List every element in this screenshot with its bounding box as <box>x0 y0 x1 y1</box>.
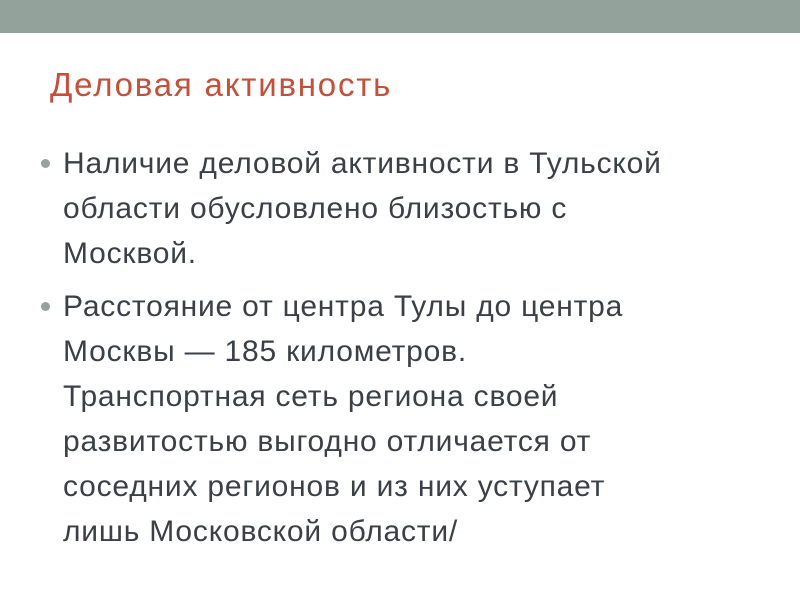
bullet-marker-icon <box>41 159 50 168</box>
bullet-item-1 <box>40 141 770 276</box>
bullet-marker-icon <box>41 302 50 311</box>
header-bar <box>0 0 800 33</box>
bullet-2-line-5: соседних регионов и из них уступает <box>63 470 606 503</box>
bullet-1-line-3: Москвой. <box>63 237 197 270</box>
bullet-2-line-3: Транспортная сеть региона своей <box>63 380 559 413</box>
bullet-item-2 <box>40 284 770 554</box>
slide-title: Деловая активность <box>50 66 393 103</box>
bullet-list <box>40 141 770 554</box>
bullet-text-2 <box>63 284 770 554</box>
bullet-2-line-2: Москвы — 185 километров. <box>63 335 467 368</box>
bullet-2-line-4: развитостью выгодно отличается от <box>63 425 592 458</box>
bullet-text-1 <box>63 141 770 276</box>
bullet-2-line-1: Расстояние от центра Тулы до центра <box>63 290 624 323</box>
bullet-1-line-2: области обусловлено близостью с <box>63 192 568 225</box>
bullet-2-line-6: лишь Московской области/ <box>63 515 459 548</box>
bullet-1-line-1: Наличие деловой активности в Тульской <box>63 147 662 180</box>
